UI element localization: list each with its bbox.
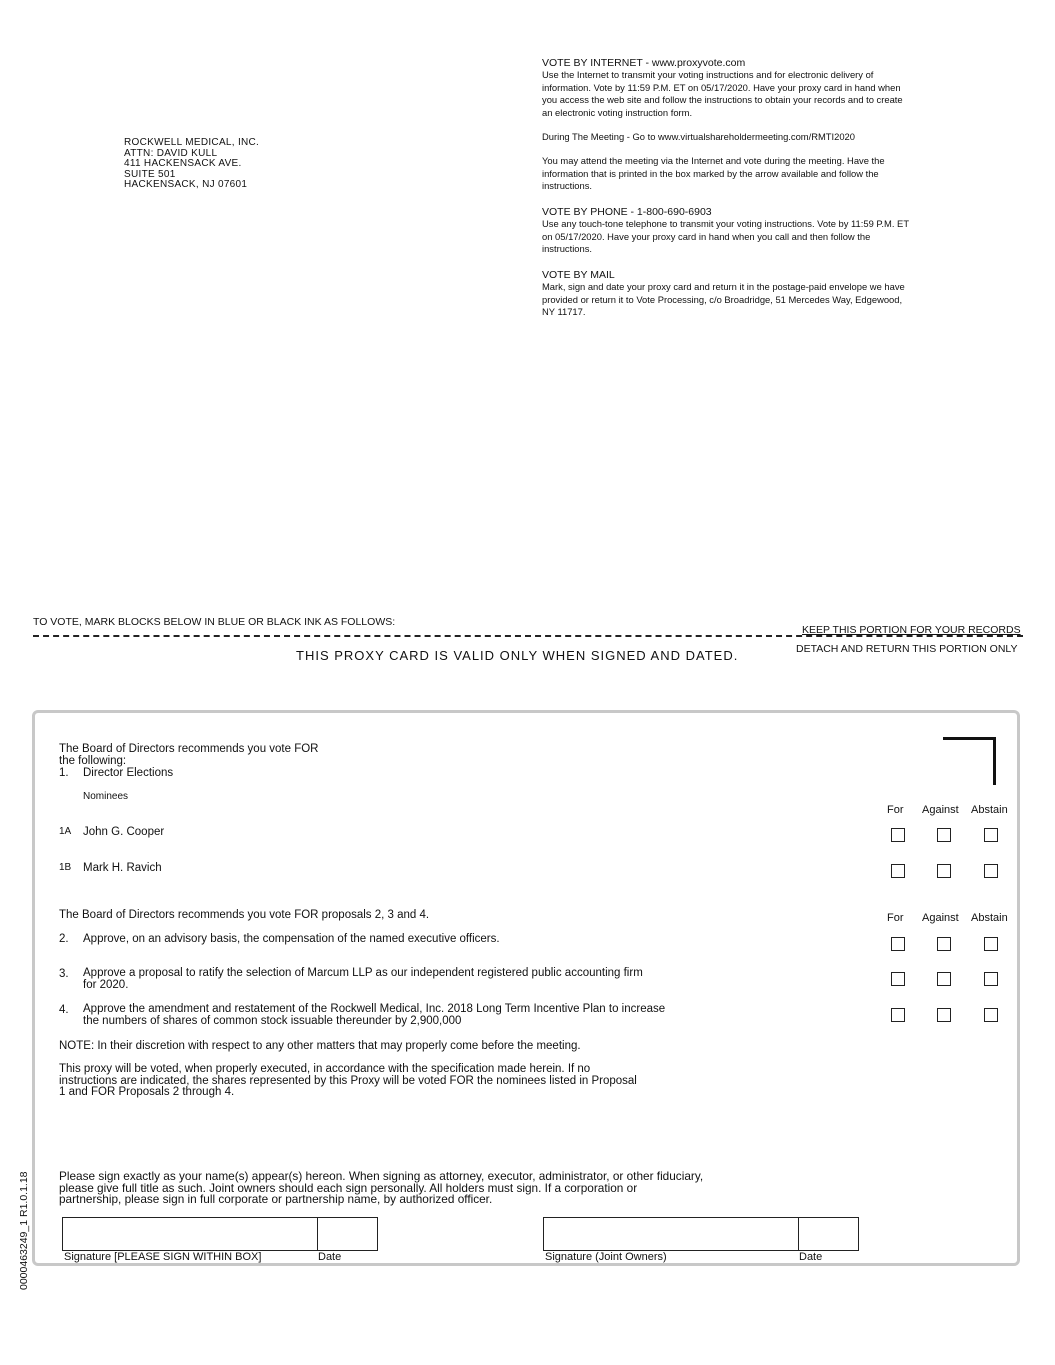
checkbox-2-against[interactable] [937,937,951,951]
vote-internet-line: an electronic voting instruction form. [542,106,693,118]
checkbox-1a-against[interactable] [937,828,951,842]
date-box[interactable] [316,1217,378,1251]
address-street: 411 HACKENSACK AVE. [124,158,242,169]
valid-notice: THIS PROXY CARD IS VALID ONLY WHEN SIGNED AND DATED. [296,648,739,663]
discretion-note: NOTE: In their discretion with respect to any other matters that may properly come before the meeting. [59,1040,581,1052]
proposal-4-line: the numbers of shares of common stock issuable thereunder by 2,900,000 [83,1014,462,1027]
nominee-1a-name: John G. Cooper [83,826,165,838]
signature-box[interactable] [62,1217,318,1251]
proposal-3-text [83,968,643,991]
joint-date-label: Date [799,1251,823,1263]
proxy-explanation [59,1064,637,1099]
vote-meeting-line: information that is printed in the box marked by the arrow available and follow the [542,167,879,179]
col-abstain-1: Abstain [971,804,1008,816]
sign-instructions [59,1171,703,1206]
vote-phone-section [542,206,962,256]
proposal-2-text: Approve, on an advisory basis, the compensation of the named executive officers. [83,933,500,945]
board-recommendation-2: The Board of Directors recommends you vote FOR proposals 2, 3 and 4. [59,909,430,921]
checkbox-4-abstain[interactable] [984,1008,998,1022]
col-against-2: Against [922,912,959,924]
nominees-label: Nominees [83,791,129,802]
proposal-3-line: Approve a proposal to ratify the selection of Marcum LLP as our independent registered public accounting firm [83,967,643,979]
checkbox-1a-for[interactable] [891,828,905,842]
form-id: 0000463249_1 R1.0.1.18 [18,1171,30,1290]
checkbox-2-for[interactable] [891,937,905,951]
checkbox-4-for[interactable] [891,1008,905,1022]
checkbox-2-abstain[interactable] [984,937,998,951]
checkbox-3-against[interactable] [937,972,951,986]
checkbox-1b-for[interactable] [891,864,905,878]
col-against-1: Against [922,804,959,816]
vote-phone-line: on 05/17/2020. Have your proxy card in hand when you call and then follow the [542,230,871,242]
nominee-1b-name: Mark H. Ravich [83,862,162,874]
item1-title: Director Elections [83,767,174,779]
sign-line: please give full title as such. Joint owners should each sign personally. All holders must sign. If a corporation or [59,1180,638,1195]
checkbox-3-abstain[interactable] [984,972,998,986]
vote-meeting-heading: During The Meeting - Go to www.virtualshareholdermeeting.com/RMTI2020 [542,131,855,142]
vote-internet-line: information. Vote by 11:59 P.M. ET on 05/17/2020. Have your proxy card in hand when [542,81,901,93]
col-for-1: For [887,804,904,816]
col-for-2: For [887,912,904,924]
proposal-3-line: for 2020. [83,978,129,991]
vote-mail-line: provided or return it to Vote Processing, c/o Broadridge, 51 Mercedes Way, Edgewood, [542,293,903,305]
checkbox-1a-abstain[interactable] [984,828,998,842]
vote-internet-line: you access the web site and follow the instructions to obtain your records and to create [542,94,903,106]
vote-mail-section [542,269,962,319]
nominee-1a-number: 1A [59,826,72,837]
checkbox-3-for[interactable] [891,972,905,986]
checkbox-4-against[interactable] [937,1008,951,1022]
vote-internet-heading: VOTE BY INTERNET - www.proxyvote.com [542,57,746,69]
col-abstain-2: Abstain [971,912,1008,924]
corner-mark [943,737,996,785]
item1-number: 1. [59,767,69,779]
joint-date-box[interactable] [797,1217,859,1251]
proposal-3-number: 3. [59,968,69,980]
board-rec-line: the following: [59,754,127,767]
checkbox-1b-abstain[interactable] [984,864,998,878]
vote-meeting-line: instructions. [542,180,593,192]
proxy-line: This proxy will be voted, when properly executed, in accordance with the specification made herein. If no [59,1063,591,1075]
proposal-4-text [83,1004,665,1027]
sign-line: partnership, please sign in full corporate or partnership name, by authorized officer. [59,1192,493,1206]
vote-meeting-section [542,131,962,193]
address-city: HACKENSACK, NJ 07601 [124,179,248,190]
keep-portion-note: KEEP THIS PORTION FOR YOUR RECORDS [802,624,1021,636]
proposal-4-line: Approve the amendment and restatement of the Rockwell Medical, Inc. 2018 Long Term Incentive Plan to increase [83,1003,666,1015]
vote-phone-line: instructions. [542,243,593,255]
vote-internet-section [542,57,962,119]
address-company: ROCKWELL MEDICAL, INC. [124,137,260,148]
vote-mail-heading: VOTE BY MAIL [542,269,615,281]
vote-meeting-line: You may attend the meeting via the Internet and vote during the meeting. Have the [542,155,885,167]
proxy-line: instructions are indicated, the shares represented by this Proxy will be voted FOR the nominees listed in Proposal [59,1074,637,1087]
vote-mail-line: Mark, sign and date your proxy card and return it in the postage-paid envelope we have [542,281,905,293]
vote-phone-line: Use any touch-tone telephone to transmit your voting instructions. Vote by 11:59 P.M. ET [542,218,910,230]
proposal-2-number: 2. [59,933,69,945]
board-rec-line: The Board of Directors recommends you vote FOR [59,743,319,755]
proxy-line: 1 and FOR Proposals 2 through 4. [59,1086,235,1098]
detach-portion-note: DETACH AND RETURN THIS PORTION ONLY [796,643,1018,655]
address-attn: ATTN: DAVID KULL [124,147,218,159]
date-label: Date [318,1251,342,1263]
vote-phone-heading: VOTE BY PHONE - 1-800-690-6903 [542,206,712,218]
checkbox-1b-against[interactable] [937,864,951,878]
vote-mail-line: NY 11717. [542,306,586,318]
board-recommendation-1 [59,744,319,767]
signature-label: Signature [PLEASE SIGN WITHIN BOX] [64,1251,262,1263]
vote-internet-line: Use the Internet to transmit your voting instructions and for electronic delivery of [542,69,874,81]
proposal-4-number: 4. [59,1004,69,1016]
mailing-address [124,138,259,191]
joint-signature-box[interactable] [543,1217,799,1251]
sign-line: Please sign exactly as your name(s) appear(s) hereon. When signing as attorney, executor, administrator, or other fiduciary, [59,1169,704,1183]
address-suite: SUITE 501 [124,168,176,180]
nominee-1b-number: 1B [59,862,72,873]
joint-signature-label: Signature (Joint Owners) [545,1251,667,1263]
mark-instructions: TO VOTE, MARK BLOCKS BELOW IN BLUE OR BLACK INK AS FOLLOWS: [33,616,396,628]
